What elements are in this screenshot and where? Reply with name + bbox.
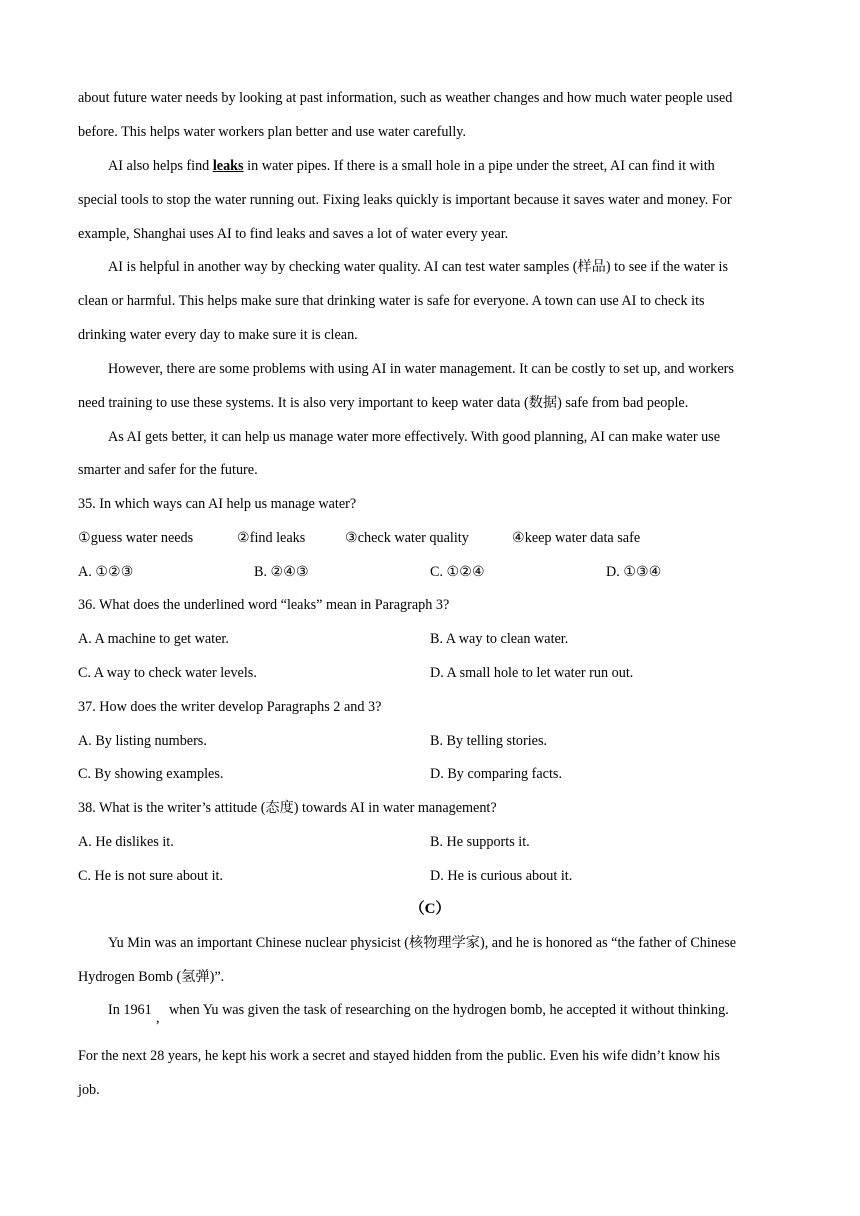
answer-option[interactable]: A. By listing numbers. xyxy=(78,733,207,749)
paragraph-line: AI is helpful in another way by checking water quality. AI can test water samples (样品) to see if the water is xyxy=(108,259,728,275)
underlined-keyword-leaks: leaks xyxy=(212,158,244,174)
answer-option[interactable]: C. He is not sure about it. xyxy=(78,868,224,884)
punctuation-comma: , xyxy=(156,1010,160,1026)
paragraph-line: before. This helps water workers plan better and use water carefully. xyxy=(78,124,467,140)
list-item: ③check water quality xyxy=(345,530,469,546)
paragraph-line: special tools to stop the water running out. Fixing leaks quickly is important because it saves water and money. For xyxy=(78,192,732,208)
answer-option[interactable]: C. ①②④ xyxy=(430,564,485,580)
paragraph-line: need training to use these systems. It is also very important to keep water data (数据) safe from bad people. xyxy=(78,395,689,411)
paragraph-line: In 1961 xyxy=(108,1002,152,1018)
paragraph-line: clean or harmful. This helps make sure that drinking water is safe for everyone. A town can use AI to check its xyxy=(78,293,705,309)
paragraph-line: However, there are some problems with using AI in water management. It can be costly to set up, and workers xyxy=(108,361,734,377)
paragraph-line: Hydrogen Bomb (氢弹)”. xyxy=(78,969,225,985)
paragraph-line: drinking water every day to make sure it is clean. xyxy=(78,327,358,343)
answer-option[interactable]: C. A way to check water levels. xyxy=(78,665,257,681)
section-heading: （C） xyxy=(409,901,451,917)
answer-option[interactable]: B. He supports it. xyxy=(430,834,530,850)
question-stem: 35. In which ways can AI help us manage water? xyxy=(78,496,357,512)
paragraph-line: As AI gets better, it can help us manage water more effectively. With good planning, AI can make water use xyxy=(108,429,721,445)
question-stem: 36. What does the underlined word “leaks” mean in Paragraph 3? xyxy=(78,597,450,613)
paragraph-line: job. xyxy=(78,1082,100,1098)
paragraph-line: example, Shanghai uses AI to find leaks and saves a lot of water every year. xyxy=(78,226,509,242)
answer-option[interactable]: D. A small hole to let water run out. xyxy=(430,665,634,681)
answer-option[interactable]: A. He dislikes it. xyxy=(78,834,174,850)
text-run: in water pipes. If there is a small hole in a pipe under the street, AI can find it with xyxy=(243,158,715,174)
answer-option[interactable]: B. A way to clean water. xyxy=(430,631,569,647)
answer-option[interactable]: B. By telling stories. xyxy=(430,733,548,749)
answer-option[interactable]: A. A machine to get water. xyxy=(78,631,229,647)
answer-option[interactable]: B. ②④③ xyxy=(254,564,309,580)
answer-option[interactable]: D. He is curious about it. xyxy=(430,868,573,884)
text-run: AI also helps find xyxy=(108,158,213,174)
answer-option[interactable]: C. By showing examples. xyxy=(78,766,224,782)
paragraph-line: Yu Min was an important Chinese nuclear physicist (核物理学家), and he is honored as “the father of Chinese xyxy=(108,935,737,951)
answer-option[interactable]: D. By comparing facts. xyxy=(430,766,562,782)
answer-option[interactable]: A. ①②③ xyxy=(78,564,134,580)
paragraph-line: about future water needs by looking at past information, such as weather changes and how much water people used xyxy=(78,90,733,106)
paragraph-line: For the next 28 years, he kept his work a secret and stayed hidden from the public. Even his wife didn’t know his xyxy=(78,1048,720,1064)
answer-option[interactable]: D. ①③④ xyxy=(606,564,662,580)
list-item: ①guess water needs xyxy=(78,530,194,546)
question-stem: 38. What is the writer’s attitude (态度) towards AI in water management? xyxy=(78,800,497,816)
list-item: ②find leaks xyxy=(237,530,306,546)
list-item: ④keep water data safe xyxy=(512,530,641,546)
paragraph-line xyxy=(108,157,715,175)
paragraph-line: smarter and safer for the future. xyxy=(78,462,258,478)
paragraph-line: when Yu was given the task of researching on the hydrogen bomb, he accepted it without thinking. xyxy=(169,1002,729,1018)
question-stem: 37. How does the writer develop Paragraphs 2 and 3? xyxy=(78,699,382,715)
